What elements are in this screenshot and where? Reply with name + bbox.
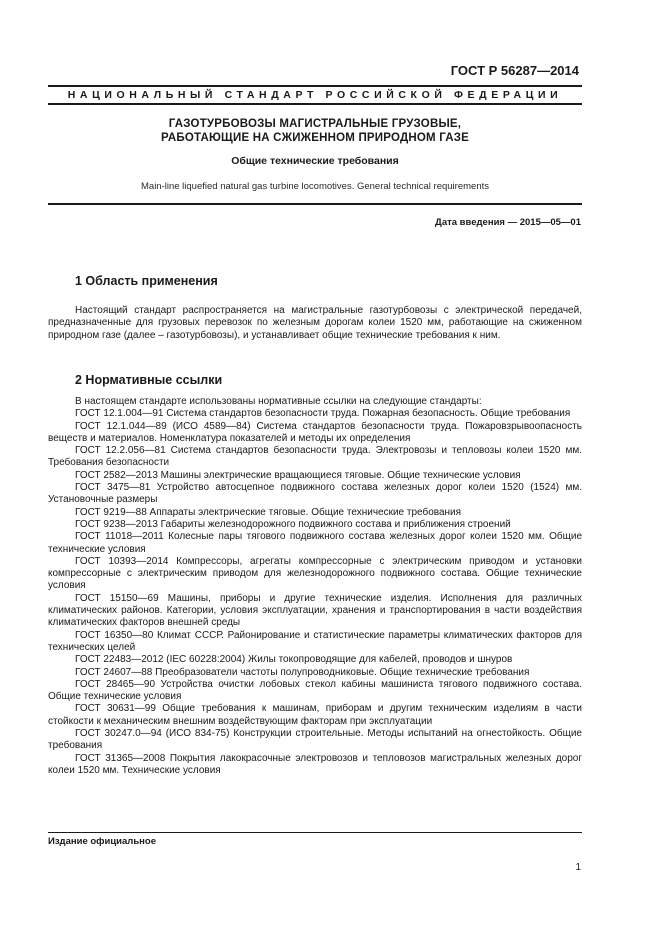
reference-item: ГОСТ 9238—2013 Габариты железнодорожного подвижного состава и приближения строений [75,518,511,530]
section-2-heading: 2 Нормативные ссылки [75,373,223,387]
section-1-heading: 1 Область применения [75,274,218,288]
header-rule-bottom [48,103,582,105]
reference-item: ГОСТ 12.1.044—89 (ИСО 4589—84) Система стандартов безопасности труда. Пожаровзрывоопасность веществ и материалов. Номенклатура показателей и методы их определения [48,420,582,444]
page-number: 1 [575,862,581,873]
reference-item: ГОСТ 2582—2013 Машины электрические вращающиеся тяговые. Общие технические условия [75,469,521,481]
title-line-2: РАБОТАЮЩИЕ НА СЖИЖЕННОМ ПРИРОДНОМ ГАЗЕ [161,132,469,144]
reference-item: ГОСТ 28465—90 Устройства очистки лобовых стекол кабины машиниста тягового подвижного состава. Общие технические условия [48,678,582,703]
document-subtitle: Общие технические требования [231,155,399,167]
reference-item: ГОСТ 22483—2012 (IEC 60228:2004) Жилы токопроводящие для кабелей, проводов и шнуров [75,654,513,666]
scope-paragraph: Настоящий стандарт распространяется на магистральные газотурбовозы с электрической передачей, предназначенные для грузовых перевозок по железным дорогам колеи 1520 мм, работающие на сжиженном природном газе (далее – газотурбовозы), и устанавливает общие технические требования к ним. [48,305,582,341]
title-rule [48,203,582,205]
official-edition-label: Издание официальное [48,836,156,847]
reference-item: ГОСТ 12.2.056—81 Система стандартов безопасности труда. Электровозы и тепловозы колеи 1520 мм. Требования безопасности [48,445,582,469]
document-title [48,117,582,145]
reference-item: ГОСТ 16350—80 Климат СССР. Районирование и статистические параметры климатических факторов для технических целей [48,629,582,653]
section-1-body [48,305,582,342]
reference-item: ГОСТ 31365—2008 Покрытия лакокрасочные электровозов и тепловозов магистральных железных дорог колеи 1520 мм. Технические условия [48,752,582,776]
title-line-1: ГАЗОТУРБОВОЗЫ МАГИСТРАЛЬНЫЕ ГРУЗОВЫЕ, [168,118,462,130]
reference-item: ГОСТ 12.1.004—91 Система стандартов безопасности труда. Пожарная безопасность. Общие требования [75,408,571,420]
reference-item: ГОСТ 30631—99 Общие требования к машинам, приборам и другим техническим изделиям в части стойкости к механическим внешним воздействующим факторам при эксплуатации [48,703,582,727]
english-title: Main-line liquefied natural gas turbine locomotives. General technical requirements [141,181,489,192]
footer-rule [48,832,582,833]
reference-item: ГОСТ 30247.0—94 (ИСО 834-75) Конструкции строительные. Методы испытаний на огнестойкость. Общие требования [48,728,582,752]
reference-item: ГОСТ 24607—88 Преобразователи частоты полупроводниковые. Общие технические требования [75,666,530,678]
header-rule-top [48,85,582,87]
reference-item: ГОСТ 10393—2014 Компрессоры, агрегаты компрессорные с электрическим приводом и установки компрессорные с электрическим приводом для железнодорожного подвижного состава. Общие технические условия [48,555,582,592]
section-2-body [48,396,582,777]
introduction-date: Дата введения — 2015—05—01 [435,217,581,228]
national-standard-banner: НАЦИОНАЛЬНЫЙ СТАНДАРТ РОССИЙСКОЙ ФЕДЕРАЦИИ [67,89,563,101]
reference-item: ГОСТ 11018—2011 Колесные пары тягового подвижного состава железных дорог колеи 1520 мм. Общие технические условия [48,531,582,555]
reference-item: ГОСТ 15150—69 Машины, приборы и другие технические изделия. Исполнения для различных климатических районов. Категории, условия эксплуатации, хранения и транспортирования в части воздействия климатических факторов внешней среды [48,592,582,629]
standard-number: ГОСТ Р 56287—2014 [450,63,579,78]
references-intro: В настоящем стандарте использованы нормативные ссылки на следующие стандарты: [75,396,482,407]
reference-item: ГОСТ 3475—81 Устройство автосцепное подвижного состава железных дорог колеи 1520 (1524) мм. Установочные размеры [48,482,582,506]
reference-item: ГОСТ 9219—88 Аппараты электрические тяговые. Общие технические требования [75,506,462,518]
